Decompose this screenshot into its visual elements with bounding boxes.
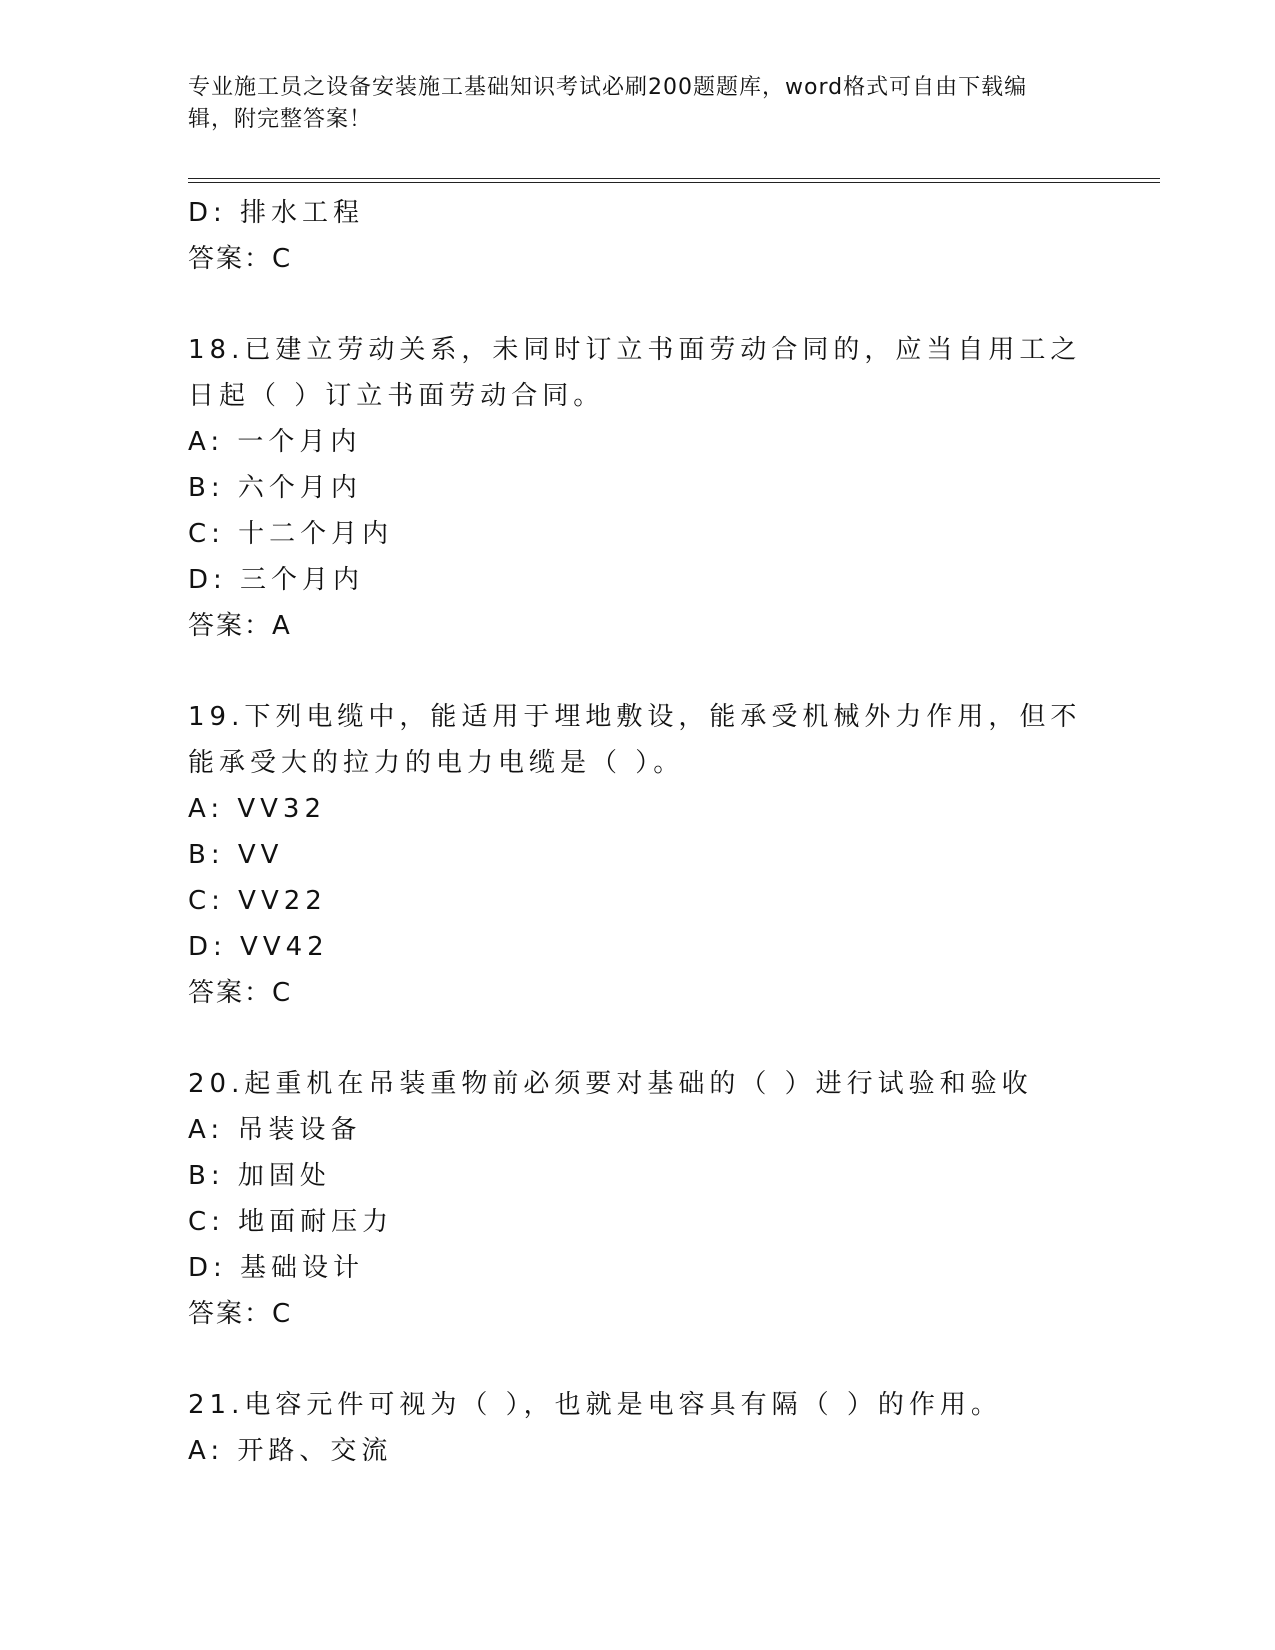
- option-b: B: 六个月内: [188, 473, 362, 503]
- document-header: [188, 72, 1068, 136]
- answer-line: 答案：C: [188, 244, 293, 274]
- question-stem: 19.下列电缆中，能适用于埋地敷设，能承受机械外力作用，但不能承受大的拉力的电力电缆是（ ）。: [188, 702, 1082, 778]
- answer-line: 答案：A: [188, 611, 292, 641]
- question-stem: 20.起重机在吊装重物前必须要对基础的（ ）进行试验和验收: [188, 1069, 1033, 1099]
- answer-line: 答案：C: [188, 1299, 293, 1329]
- option-c: C: 十二个月内: [188, 519, 394, 549]
- option-a: A: 开路、交流: [188, 1436, 393, 1466]
- option-c: C: VV22: [188, 886, 327, 916]
- option-d: D: VV42: [188, 932, 329, 962]
- option-a: A: 一个月内: [188, 427, 362, 457]
- option-b: B: VV: [188, 840, 284, 870]
- option-a: A: 吊装设备: [188, 1115, 362, 1145]
- question-list: [188, 190, 1088, 1474]
- option-c: C: 地面耐压力: [188, 1207, 394, 1237]
- question-stem: 18.已建立劳动关系，未同时订立书面劳动合同的，应当自用工之日起（ ）订立书面劳动合同。: [188, 335, 1082, 411]
- header-divider: [188, 178, 1160, 183]
- option-d: D: 基础设计: [188, 1253, 365, 1283]
- option-b: B: 加固处: [188, 1161, 331, 1191]
- option-d: D: 三个月内: [188, 565, 365, 595]
- option-d: D: 排水工程: [188, 198, 365, 228]
- header-title: 专业施工员之设备安装施工基础知识考试必刷200题题库，word格式可自由下载编辑，附完整答案！: [188, 75, 1028, 132]
- option-a: A: VV32: [188, 794, 327, 824]
- question-stem: 21.电容元件可视为（ ），也就是电容具有隔（ ）的作用。: [188, 1390, 1002, 1420]
- answer-line: 答案：C: [188, 978, 293, 1008]
